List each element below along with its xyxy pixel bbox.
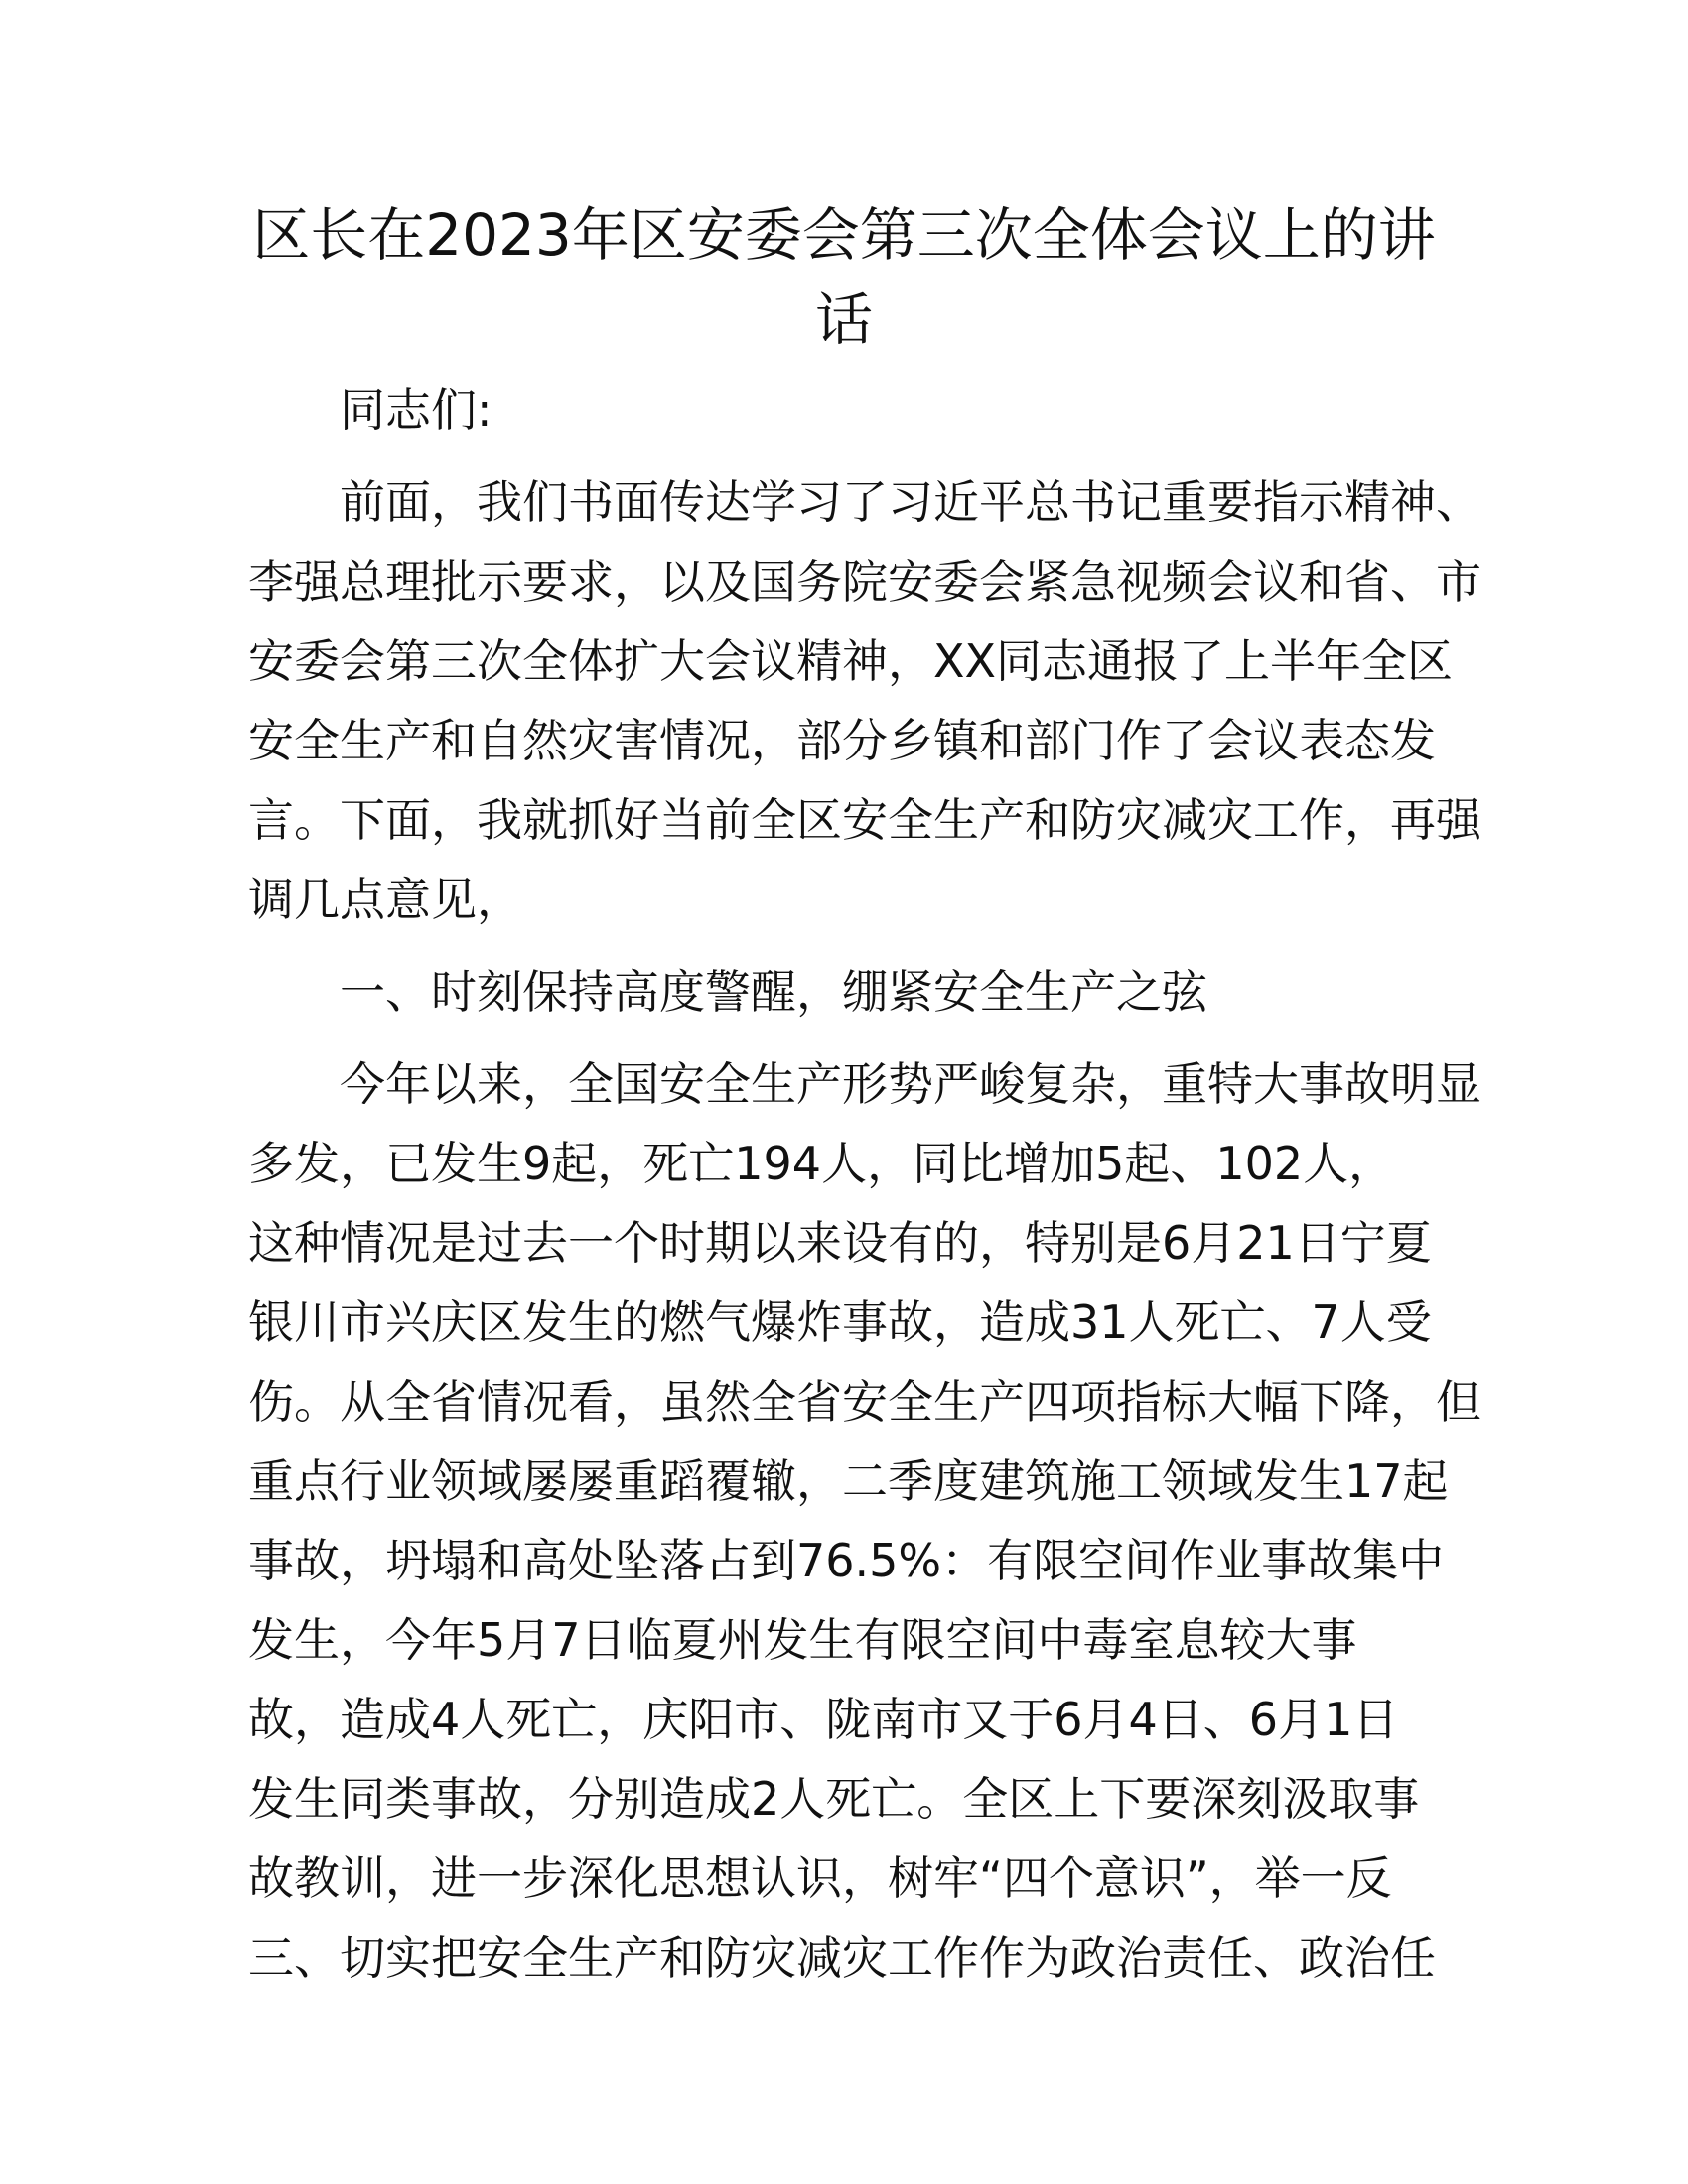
paragraph-line: 言。下面，我就抓好当前全区安全生产和防灾减灾工作，再强 bbox=[248, 793, 1481, 847]
paragraph-line: 安全生产和自然灾害情况，部分乡镇和部门作了会议表态发 bbox=[248, 714, 1436, 767]
paragraph-line: 今年以来，全国安全生产形势严峻复杂，重特大事故明显 bbox=[340, 1057, 1481, 1111]
salutation: 同志们: bbox=[340, 383, 492, 437]
paragraph-line: 故，造成4人死亡，庆阳市、陇南市又于6月4日、6月1日 bbox=[248, 1693, 1399, 1746]
document-body bbox=[248, 370, 1481, 1997]
paragraph-line: 发生，今年5月7日临夏州发生有限空间中毒室息较大事 bbox=[248, 1613, 1357, 1667]
paragraph-line: 三、切实把安全生产和防灾减灾工作作为政治责任、政治任 bbox=[248, 1931, 1436, 1984]
paragraph-line: 故教训，进一步深化思想认识，树牢“四个意识”，举一反 bbox=[248, 1851, 1392, 1905]
title-line: 话 bbox=[814, 286, 873, 353]
salutation-paragraph bbox=[248, 370, 1440, 450]
paragraph-line: 伤。从全省情况看，虽然全省安全生产四项指标大幅下降，但 bbox=[248, 1375, 1481, 1429]
section-paragraph bbox=[248, 1044, 1481, 1997]
document-title bbox=[248, 194, 1440, 362]
paragraph-line: 调几点意见， bbox=[248, 873, 522, 926]
paragraph-line: 安委会第三次全体扩大会议精神，XX同志通报了上半年全区 bbox=[248, 634, 1454, 688]
section-heading-paragraph bbox=[248, 952, 1440, 1031]
paragraph-line: 事故，坍塌和高处坠落占到76.5%：有限空间作业事故集中 bbox=[248, 1534, 1445, 1587]
title-line: 区长在2023年区安委会第三次全体会议上的讲 bbox=[252, 202, 1436, 269]
intro-paragraph bbox=[248, 463, 1481, 939]
paragraph-line: 多发，已发生9起，死亡194人，同比增加5起、102人， bbox=[248, 1137, 1395, 1190]
paragraph-line: 重点行业领域屡屡重蹈覆辙，二季度建筑施工领域发生17起 bbox=[248, 1454, 1449, 1508]
section-heading: 一、时刻保持高度警醒，绷紧安全生产之弦 bbox=[340, 965, 1207, 1019]
paragraph-line: 这种情况是过去一个时期以来设有的，特别是6月21日宁夏 bbox=[248, 1216, 1432, 1270]
paragraph-line: 发生同类事故，分别造成2人死亡。全区上下要深刻汲取事 bbox=[248, 1772, 1420, 1826]
paragraph-line: 前面，我们书面传达学习了习近平总书记重要指示精神、 bbox=[340, 476, 1481, 529]
paragraph-line: 李强总理批示要求，以及国务院安委会紧急视频会议和省、市 bbox=[248, 555, 1481, 609]
paragraph-line: 银川市兴庆区发生的燃气爆炸事故，造成31人死亡、7人受 bbox=[248, 1296, 1432, 1349]
